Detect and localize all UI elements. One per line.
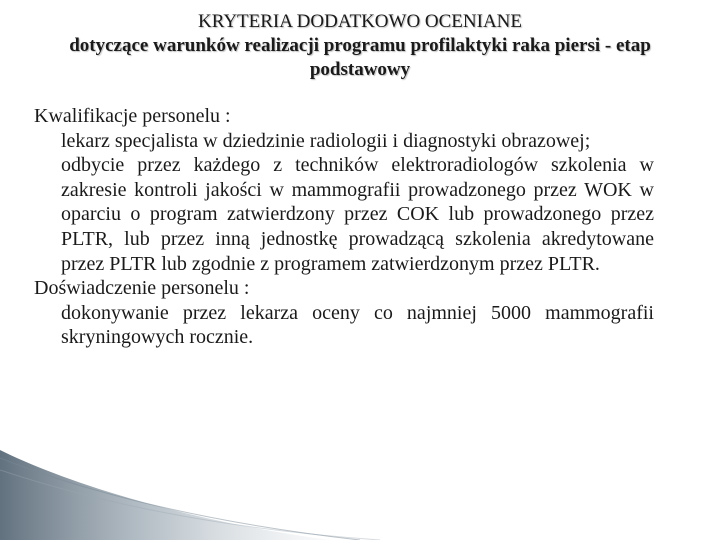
title-line-2: dotyczące warunków realizacji programu profilaktyki raka piersi - etap podstawowy — [69, 35, 651, 80]
list-item-text: dokonywanie przez lekarza oceny co najmniej 5000 mammografii skryningowych rocznie. — [61, 301, 654, 349]
section-heading: Kwalifikacje personelu : — [34, 105, 231, 127]
section-qualifications — [34, 104, 654, 276]
decorative-corner-swoosh — [0, 450, 720, 540]
list-item — [34, 129, 654, 154]
slide-content — [34, 104, 654, 350]
section-heading: Doświadczenie personelu : — [34, 277, 250, 300]
swoosh-shape — [0, 450, 330, 540]
list-item-text: odbycie przez każdego z techników elektroradiologów szkolenia w zakresie kontroli jakości w mammografii prowadzonego przez WOK w oparciu o program zatwierdzony przez COK lub prowadzonego przez PLTR, lub przez inną jednostkę prowadzącą szkolenia akredytowane przez PLTR lub zgodnie z programem zatwierdzonym przez PLTR. — [61, 154, 654, 275]
bullet-list — [34, 301, 654, 350]
list-item — [34, 301, 654, 350]
bullet-list — [34, 129, 654, 277]
section-experience — [34, 276, 654, 350]
list-item — [34, 153, 654, 276]
list-item-text: lekarz specjalista w dziedzinie radiologii i diagnostyki obrazowej; — [61, 129, 591, 152]
slide-title — [30, 10, 690, 82]
title-line-1: KRYTERIA DODATKOWO OCENIANE — [197, 11, 523, 32]
